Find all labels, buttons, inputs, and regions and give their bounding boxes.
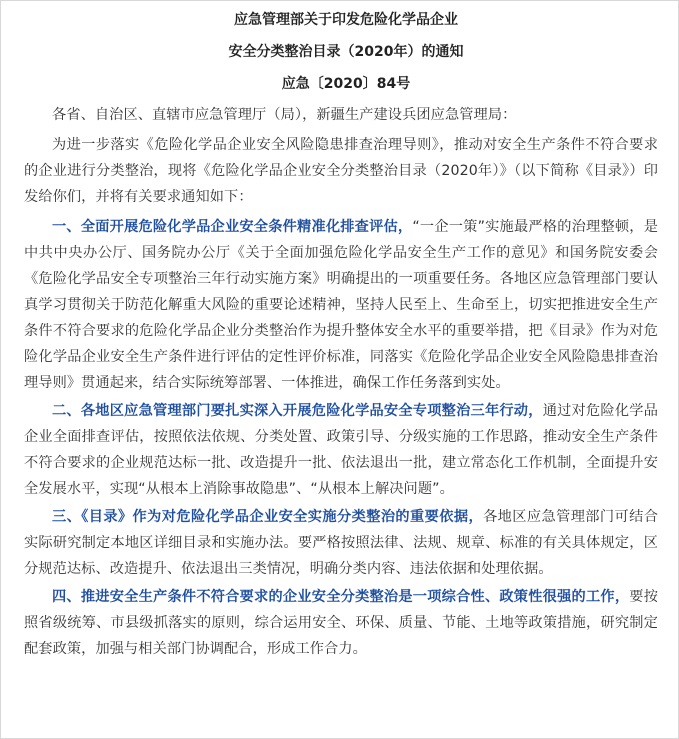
section-2 (24, 398, 658, 502)
section-1 (24, 214, 658, 396)
title-line-1: 应急管理部关于印发危险化学品企业 (234, 12, 458, 28)
section-3-body: 各地区应急管理部门可结合实际研究制定本地区详细目录和实施办法。要严格按照法律、法规、规章、标准的有关具体规定，区分规范达标、改造提升、依法退出三类情况，明确分类内容、违法依据和处理依据。 (24, 509, 659, 577)
section-3-heading: 三、《目录》作为对危险化学品企业安全实施分类整治的重要依据， (52, 509, 484, 525)
section-1-heading: 一、全面开展危险化学品企业安全条件精准化排查评估， (52, 219, 413, 235)
section-4 (24, 584, 658, 662)
section-2-heading: 二、各地区应急管理部门要扎实深入开展危险化学品安全专项整治三年行动， (52, 403, 543, 419)
section-4-body: 要按照省级统筹、市县级抓落实的原则，综合运用安全、环保、质量、节能、土地等政策措施，研究制定配套政策，加强与相关部门协调配合，形成工作合力。 (24, 589, 658, 657)
document-number: 应急〔2020〕84号 (281, 76, 411, 92)
notice-document (24, 4, 658, 664)
title-line-2: 安全分类整治目录（2020年）的通知 (228, 44, 464, 60)
section-3 (24, 504, 658, 582)
intro-paragraph: 为进一步落实《危险化学品企业安全风险隐患排查治理导则》，推动对安全生产条件不符合要求的企业进行分类整治，现将《危险化学品企业安全分类整治目录（2020年）》（以下简称《目录》）印发给你们，并将有关要求通知如下： (24, 137, 658, 205)
section-1-body: “一企一策”实施最严格的治理整顿，是中共中央办公厅、国务院办公厅《关于全面加强危险化学品安全生产工作的意见》和国务院安委会《危险化学品安全专项整治三年行动实施方案》明确提出的一项重要任务。各地区应急管理部门要认真学习贯彻关于防范化解重大风险的重要论述精神，坚持人民至上、生命至上，切实把推进安全生产条件不符合要求的危险化学品企业分类整治作为提升整体安全水平的重要举措，把《目录》作为对危险化学品企业安全生产条件进行评估的定性评价标准，同落实《危险化学品企业安全风险隐患排查治理导则》贯通起来，结合实际统筹部署、一体推进，确保工作任务落到实处。 (24, 219, 658, 391)
salutation: 各省、自治区、直辖市应急管理厅（局），新疆生产建设兵团应急管理局： (52, 107, 517, 123)
section-4-heading: 四、推进安全生产条件不符合要求的企业安全分类整治是一项综合性、政策性很强的工作， (52, 589, 630, 605)
section-2-body: 通过对危险化学品企业全面排查评估，按照依法依规、分类处置、政策引导、分级实施的工作思路，推动安全生产条件不符合要求的企业规范达标一批、改造提升一批、依法退出一批，建立常态化工作机制，全面提升安全发展水平，实现“从根本上消除事故隐患”、“从根本上解决问题”。 (24, 403, 658, 497)
